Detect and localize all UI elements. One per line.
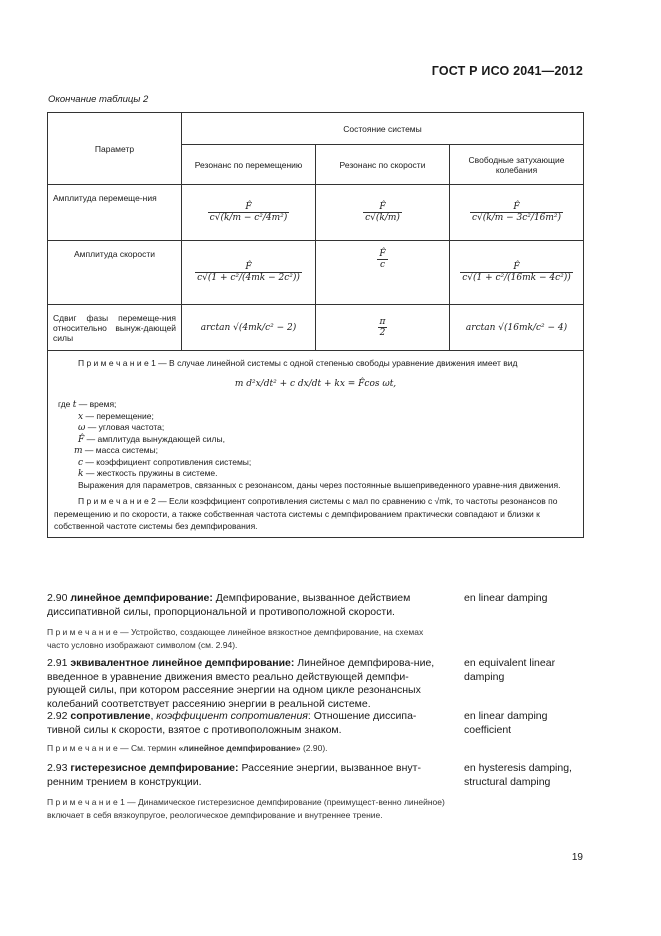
state-header: Состояние системы bbox=[182, 113, 584, 145]
def-text: угловая частота; bbox=[98, 422, 165, 432]
term-2-90 bbox=[47, 592, 447, 619]
term-2-91 bbox=[47, 657, 447, 711]
param-header: Параметр bbox=[48, 113, 182, 185]
term-body: Рассеяние энергии, вызванное внут-ренним трением в конструкции. bbox=[47, 762, 421, 788]
where-label: где bbox=[58, 399, 71, 409]
row-label-phase: Сдвиг фазы перемеще-ния относительно вынуж-дающей силы bbox=[48, 305, 182, 351]
formula-phase-res-vel: $\frac{\pi}{2}$ bbox=[316, 305, 450, 351]
def-text: амплитуда вынуждающей силы, bbox=[97, 433, 225, 444]
row-label-displacement: Амплитуда перемеще-ния bbox=[48, 185, 182, 241]
term-2-93 bbox=[47, 762, 447, 789]
def-text: жесткость пружины в системе. bbox=[96, 468, 218, 478]
note-tail: (2.90). bbox=[300, 743, 328, 753]
term-body: Линейное демпфирова-ние, введенное в уравнение движения вместо реально действующей демпфи-рующей силы, при котором рассеяние энергии на одном цикле резонансных колебаний соответствует рассеянию энергии в реальной системе. bbox=[47, 657, 435, 710]
table-caption: Окончание таблицы 2 bbox=[48, 94, 149, 105]
term-2-93-en: en hysteresis damping, structural damping bbox=[464, 762, 572, 788]
term-title: сопротивление bbox=[70, 710, 151, 722]
term-body: Демпфирование, вызванное действием диссипативной силы, пропорциональной и противоположной скорости. bbox=[47, 592, 411, 618]
formula-disp-amp-res-vel: $\frac{F̂}{c√(k/m)}$ bbox=[316, 185, 450, 241]
def-text: масса системы; bbox=[95, 445, 159, 455]
symbol-list: где t — время; x — перемещение; ω — угловая частота; F̂ — амплитуда вынуждающей силы, m — масса системы; c — коэффициент сопротивления системы; k — жесткость пружины в системе. bbox=[58, 399, 252, 479]
def-text: время; bbox=[89, 399, 117, 409]
term-body: Отношение диссипа-тивной силы к скорости, взятое с противоположным знаком. bbox=[47, 710, 417, 736]
col-free-header: Свободные затухающие колебания bbox=[450, 145, 584, 185]
page-number: 19 bbox=[571, 852, 583, 863]
term-2-91-en: en equivalent linear damping bbox=[464, 657, 556, 683]
term-number: 2.90 bbox=[47, 592, 68, 604]
row-label-velocity: Амплитуда скорости bbox=[48, 241, 182, 305]
term-number: 2.92 bbox=[47, 710, 68, 722]
term-alt: коэффициент сопротивления bbox=[156, 710, 308, 722]
term-2-90-en: en linear damping bbox=[464, 592, 548, 604]
formula-disp-amp-res-disp: $\frac{F̂}{\text{c√(k/m − c²/4m²)}}$ bbox=[182, 185, 316, 241]
def-sym: t bbox=[72, 400, 77, 410]
col-vel-header: Резонанс по скорости bbox=[316, 145, 450, 185]
note-ref: «линейное демпфирование» bbox=[178, 743, 301, 753]
def-sym: F̂ bbox=[78, 434, 85, 445]
standard-header: ГОСТ Р ИСО 2041—2012 bbox=[431, 64, 583, 78]
formula-vel-amp-res-vel: $\frac{F̂}{c}$ bbox=[316, 241, 450, 305]
def-text: коэффициент сопротивления системы; bbox=[96, 456, 252, 467]
note1-lead: П р и м е ч а н и е 1 — В случае линейной системы с одной степенью свободы уравнение движения имеет вид bbox=[78, 358, 518, 368]
formula-phase-res-disp: arctan √(4mk/c² − 2) bbox=[182, 305, 316, 351]
def-sym: c bbox=[78, 457, 84, 468]
def-sym: ω bbox=[78, 423, 86, 433]
term-title: гистерезисное демпфирование: bbox=[70, 762, 239, 774]
def-sym: m bbox=[74, 446, 83, 456]
note-lead: П р и м е ч а н и е — См. термин bbox=[47, 743, 179, 753]
formula-vel-amp-free: $\frac{F̂}{\text{c√(1 + c²/(16mk − 4c²))}}$ bbox=[450, 241, 584, 305]
term-2-92: 2.92 сопротивление, коэффициент сопротивления: Отношение диссипа-тивной силы к скорости, взятое с противоположным знаком. bbox=[47, 710, 417, 736]
formula-phase-free: arctan √(16mk/c² − 4) bbox=[450, 305, 584, 351]
def-sym: x bbox=[78, 411, 84, 422]
def-sym: k bbox=[78, 469, 84, 479]
note1-tail: Выражения для параметров, связанных с резонансом, даны через постоянные вышеприведенного уравне-ния движения. bbox=[78, 479, 561, 490]
term-title: эквивалентное линейное демпфирование: bbox=[70, 657, 295, 669]
term-2-92-note bbox=[47, 742, 447, 755]
term-number: 2.93 bbox=[47, 762, 68, 774]
term-title: линейное демпфирование: bbox=[70, 592, 213, 604]
term-number: 2.91 bbox=[47, 657, 68, 669]
table-notes bbox=[48, 351, 584, 538]
term-2-90-note: П р и м е ч а н и е — Устройство, создающее линейное вязкостное демпфирование, на схемах часто условно изображают символом (см. 2.94). bbox=[47, 627, 424, 650]
motion-equation: m d²x/dt² + c dx/dt + kx = F̂cos ωt, bbox=[234, 378, 397, 389]
term-2-93-note: П р и м е ч а н и е 1 — Динамическое гистерезисное демпфирование (преимущест-венно линейное) включает в себя вязкоупругое, реологическое демпфирование и внутреннее трение. bbox=[47, 797, 445, 820]
formula-vel-amp-res-disp: $\frac{F̂}{\text{c√(1 + c²/(4mk − 2c²))}}$ bbox=[182, 241, 316, 305]
term-2-92-en: en linear damping coefficient bbox=[464, 710, 548, 736]
formula-disp-amp-free: $\frac{F̂}{\text{c√(k/m − 3c²/16m²)}}$ bbox=[450, 185, 584, 241]
parameters-table bbox=[47, 112, 584, 538]
col-disp-header: Резонанс по перемещению bbox=[182, 145, 316, 185]
note2: П р и м е ч а н и е 2 — Если коэффициент сопротивления системы c мал по сравнению с √mk, то частоты резонансов по перемещению и по скорости, а также собственная частота системы с демпфированием практически совпадают и близки к собственной частоте системы без демпфирования. bbox=[54, 496, 558, 531]
def-text: перемещение; bbox=[96, 410, 154, 421]
